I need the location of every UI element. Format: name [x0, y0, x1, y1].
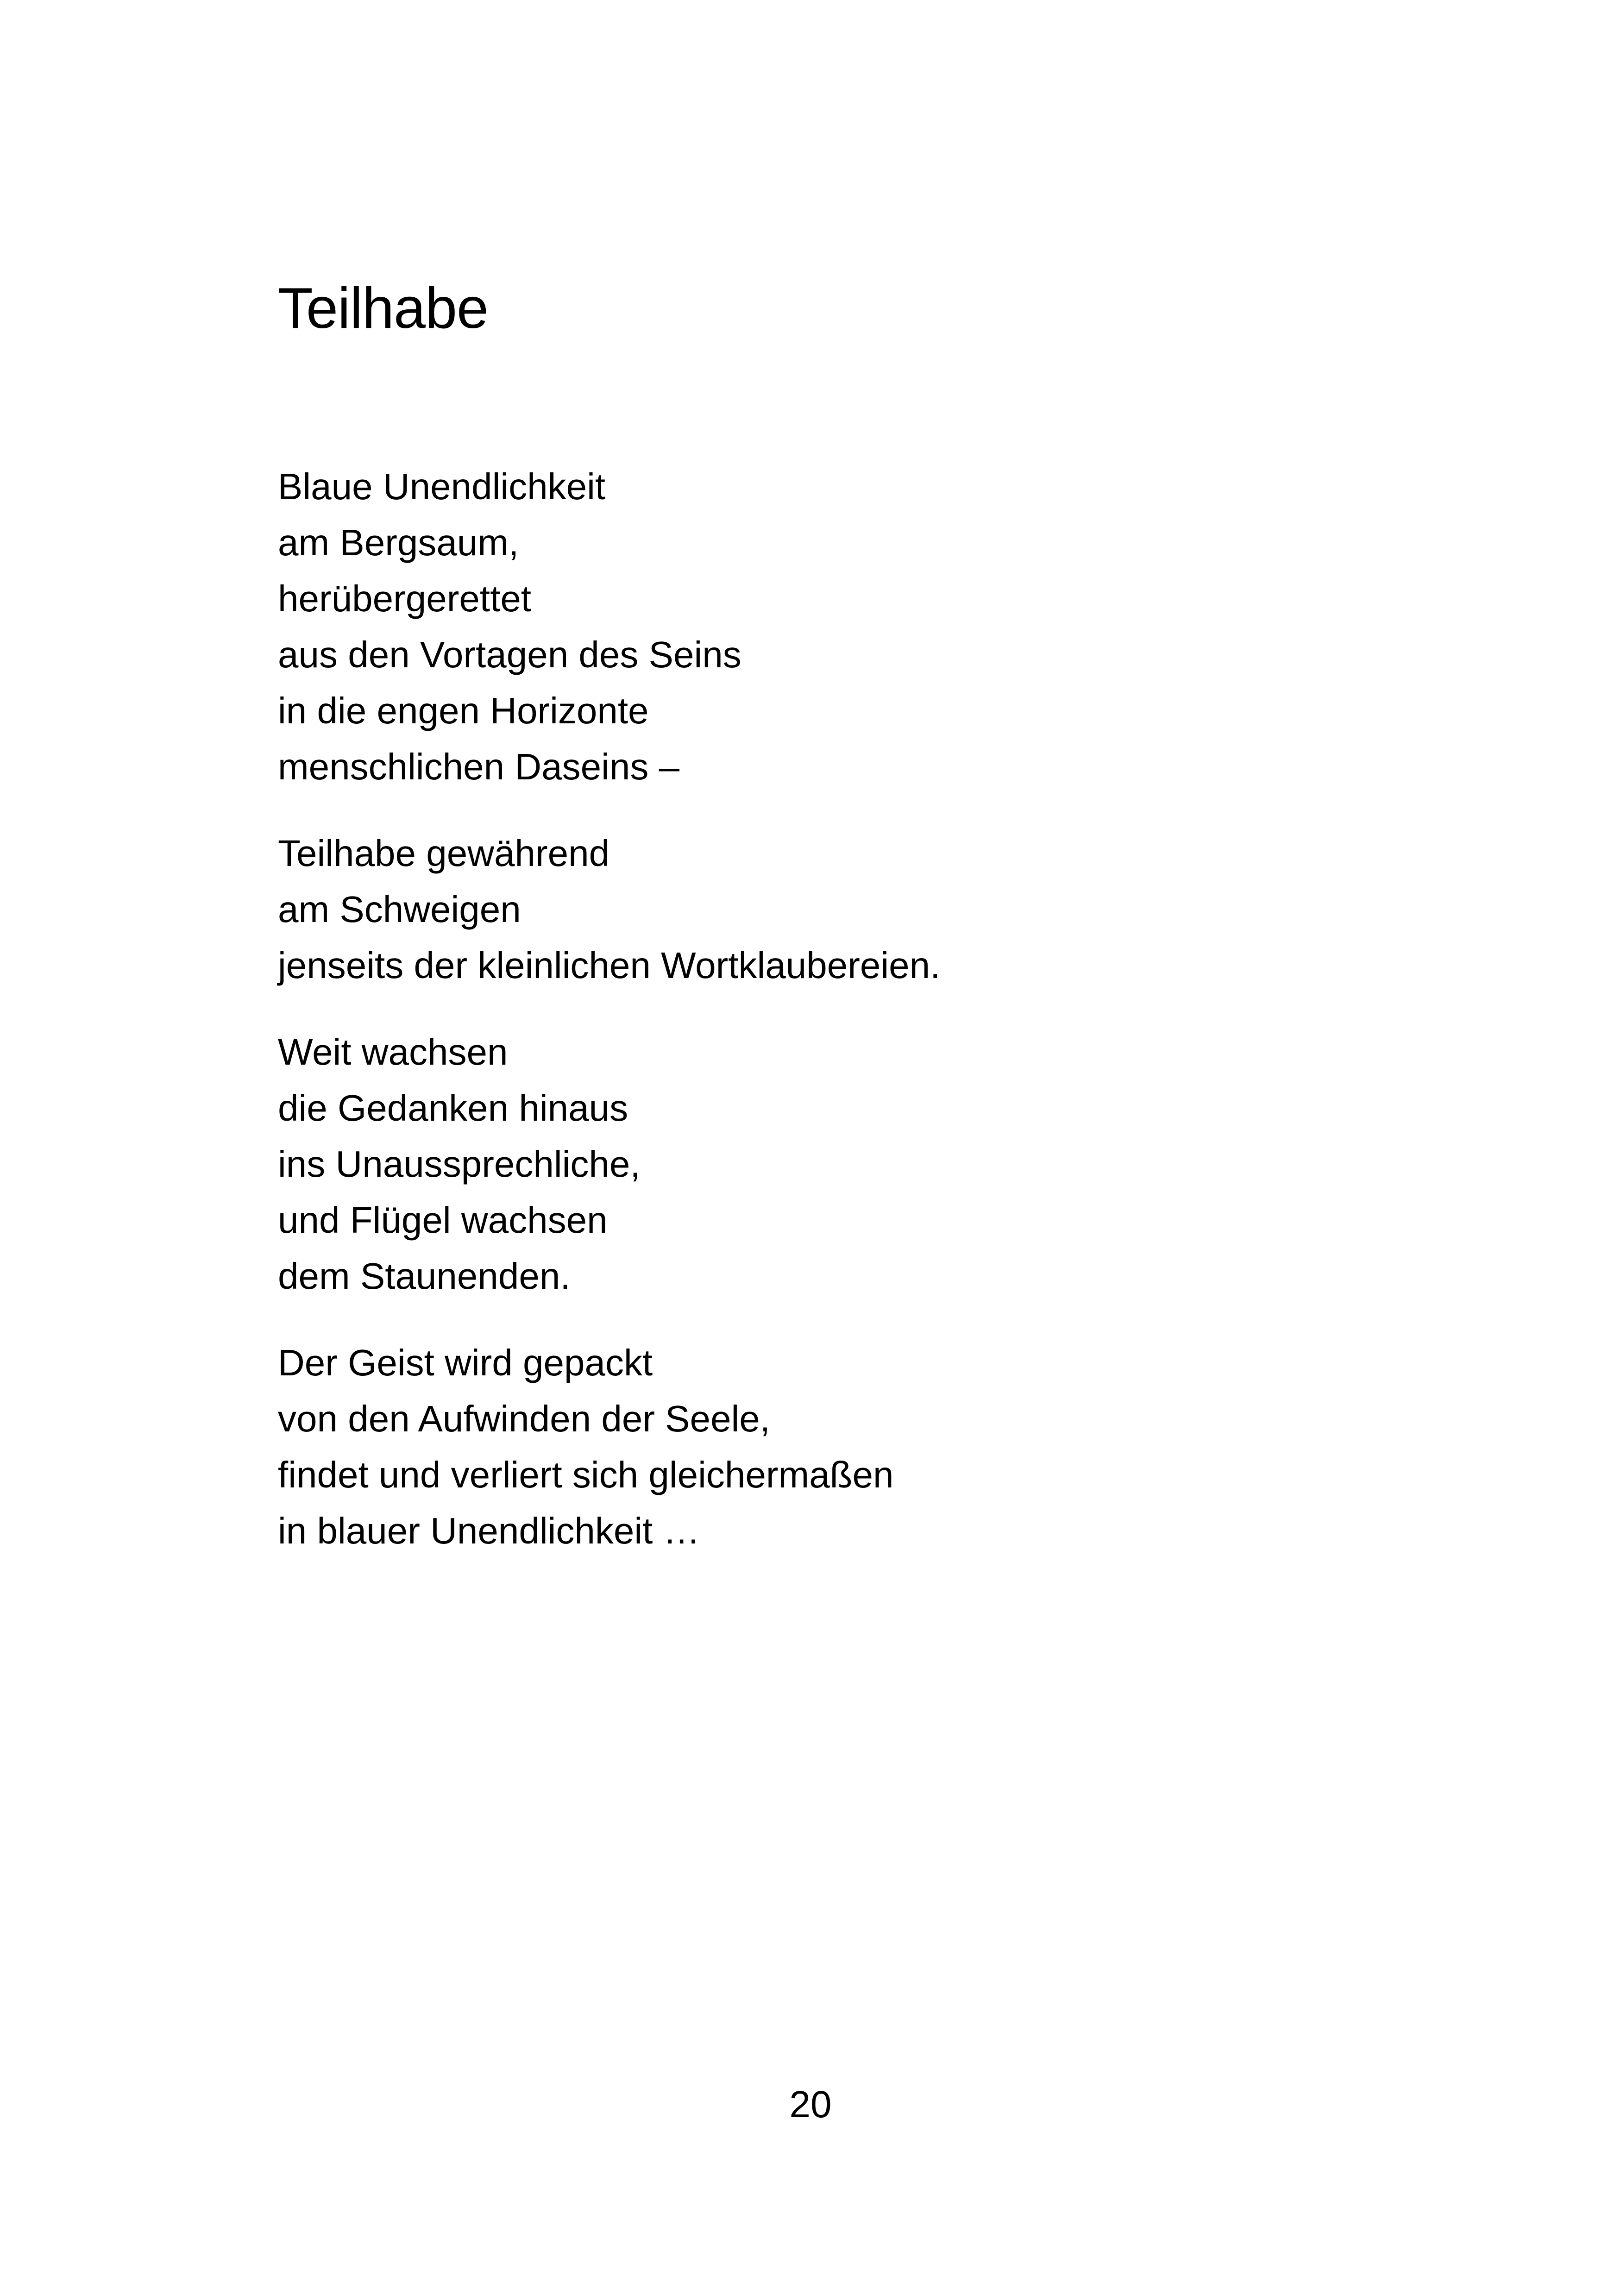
poem-title: Teilhabe [278, 276, 488, 340]
poem-line: herübergerettet [278, 578, 532, 619]
poem-line: findet und verliert sich gleichermaßen [278, 1454, 894, 1495]
poem-line: aus den Vortagen des Seins [278, 634, 741, 675]
stanza-2 [278, 825, 1436, 993]
poem-line: dem Staunenden. [278, 1255, 571, 1297]
poem-line: Blaue Unendlichkeit [278, 466, 606, 507]
stanza-4 [278, 1335, 1436, 1559]
poem-line: die Gedanken hinaus [278, 1087, 628, 1129]
page-number: 20 [789, 2083, 832, 2126]
poem-line: und Flügel wachsen [278, 1199, 608, 1241]
poem-line: am Bergsaum, [278, 522, 519, 563]
stanza-3 [278, 1024, 1436, 1304]
poem-body [278, 458, 1436, 1559]
poem-line: ins Unaussprechliche, [278, 1143, 641, 1185]
poem-line: am Schweigen [278, 889, 521, 930]
poem-line: Teilhabe gewährend [278, 833, 610, 874]
poem-line: Weit wachsen [278, 1031, 508, 1073]
poem-line: Der Geist wird gepackt [278, 1342, 653, 1383]
poem-line: menschlichen Daseins – [278, 746, 680, 787]
poem-line: von den Aufwinden der Seele, [278, 1398, 771, 1439]
poem-line: in blauer Unendlichkeit … [278, 1510, 700, 1551]
stanza-1 [278, 458, 1436, 795]
poem-line: jenseits der kleinlichen Wortklaubereien. [278, 945, 941, 986]
poem-line: in die engen Horizonte [278, 690, 649, 731]
